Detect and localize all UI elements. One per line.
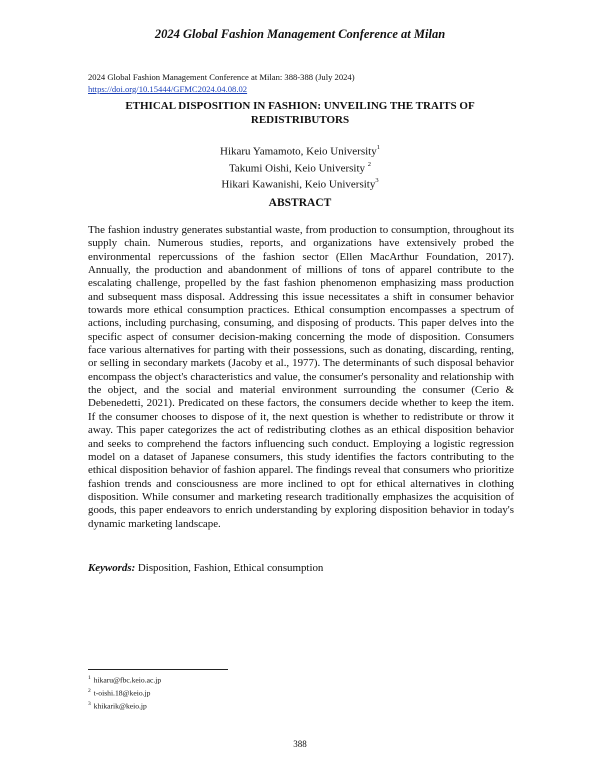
- abstract-heading: ABSTRACT: [268, 197, 332, 209]
- author-name: Takumi Oishi, Keio University: [228, 162, 368, 175]
- footnote: [88, 673, 161, 686]
- footnote-divider: [88, 669, 228, 670]
- running-head: 2024 Global Fashion Management Conference at Milan: [154, 27, 446, 41]
- footnote-email: hikaru@fbc.keio.ac.jp: [91, 675, 162, 685]
- footnote-marker: 3: [375, 177, 379, 185]
- footnote-marker: 1: [376, 144, 380, 151]
- citation-line: 2024 Global Fashion Management Conference at Milan: 388-388 (July 2024): [88, 72, 355, 82]
- title-line-1: ETHICAL DISPOSITION IN FASHION: UNVEILING THE TRAITS OF: [125, 100, 475, 112]
- author-line: [100, 142, 500, 159]
- footnote: [88, 699, 161, 712]
- author-line: [100, 159, 500, 176]
- footnotes: [88, 673, 161, 712]
- title-line-2: REDISTRIBUTORS: [250, 113, 350, 126]
- abstract-body: The fashion industry generates substantial waste, from production to consumption, throughout its supply chain. Numerous studies, reports, and organizations have extensively probed the environmental repercussions of the fashion sector (Ellen MacArthur Foundation, 2017). Annually, the production and abandonment of millions of tons of apparel contribute to the escalating challenge, propelled by the fast fashion phenomenon emphasizing mass production and subsequent mass disposal. Addressing this issue necessitates a shift in consumer behavior towards more ethical consumption practices. Ethical consumption encompasses a spectrum of actions, including purchasing, consuming, and disposing of products. This paper delves into the specific aspect of consumer decision-making concerning the mode of disposition. Consumers face various alternatives for parting with their possessions, such as donating, discarding, renting, or selling in secondary markets (Jacoby et al., 1977). The determinants of such disposal behavior encompass the object's characteristics and value, the consumer's personality and relationship with the object, and the social and material environment surrounding the consumer (Cerio & Debenedetti, 2021). Predicated on these factors, the consumers decide whether to keep the item. If the consumer chooses to dispose of it, the next question is whether to redistribute or throw it away. This paper categorizes the act of redistributing clothes as an ethical disposition behavior and seeks to comprehend the factors influencing such conduct. Employing a logistic regression model on a dataset of Japanese consumers, this study identifies the factors contributing to the ethical disposition behavior of fashion apparel. The findings reveal that consumers who prioritize fashion trends and consciousness are more inclined to opt for ethical alternatives in clothing disposition. While consumer and marketing research traditionally emphasizes the acquisition of goods, this paper endeavors to enrich understanding by exploring disposition behavior in today's dynamic marketing landscape.: [88, 224, 514, 530]
- footnote-number: 2: [88, 688, 91, 695]
- footnote-marker: 2: [367, 160, 372, 168]
- page-number: 388: [293, 739, 307, 749]
- author-line: [100, 175, 500, 192]
- author-list: [100, 142, 500, 192]
- doi-link[interactable]: https://doi.org/10.15444/GFMC2024.04.08.02: [88, 83, 248, 94]
- footnote-email: khikarik@keio.jp: [91, 701, 147, 711]
- footnote-number: 3: [88, 701, 91, 708]
- footnote-number: 1: [88, 675, 91, 681]
- keywords-text: Disposition, Fashion, Ethical consumption: [135, 562, 324, 574]
- footnote: [88, 686, 161, 699]
- author-name: Hikaru Yamamoto, Keio University: [220, 145, 377, 158]
- citation-block: [88, 72, 355, 95]
- keywords-line: [88, 562, 514, 574]
- author-name: Hikari Kawanishi, Keio University: [221, 178, 376, 191]
- keywords-label: Keywords:: [88, 562, 136, 574]
- footnote-email: t-oishi.18@keio.jp: [91, 688, 151, 698]
- paper-title: [100, 100, 500, 127]
